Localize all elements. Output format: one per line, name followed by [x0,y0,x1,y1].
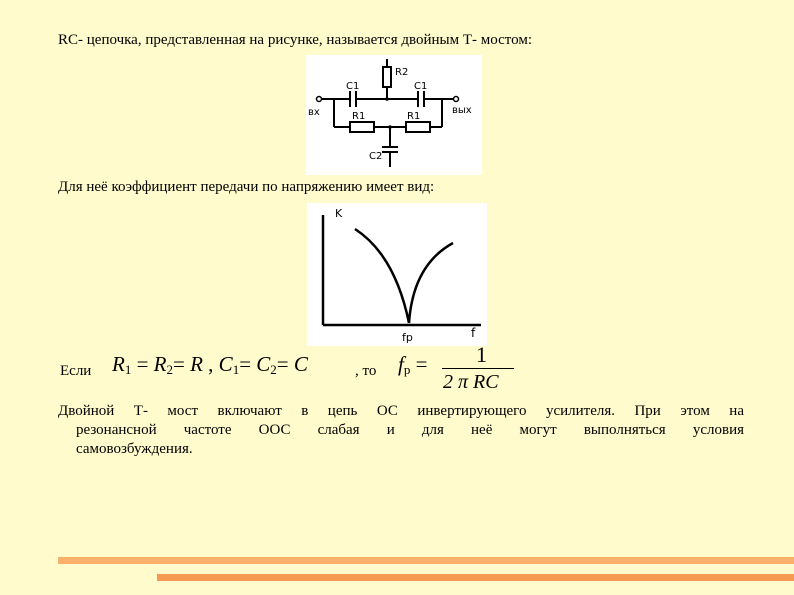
paragraph-line: Двойной Т- мост включают в цепь ОС инвертирующего усилителя. При этом на [58,403,744,419]
response-curve-left [355,229,409,323]
paragraph-line: резонансной частоте ООС слабая и для неё могут выполняться условия [76,422,744,438]
label-input: вх [308,107,320,118]
decorative-bar-top [58,557,794,564]
intro-text: RC- цепочка, представленная на рисунке, называется двойным Т- мостом: [58,32,533,48]
output-terminal [454,97,459,102]
frequency-response-plot [307,203,487,346]
input-terminal [317,97,322,102]
axis-label-k: K [335,207,343,220]
condition-then-text: , то [355,363,377,379]
axis-label-f: f [471,326,476,340]
label-output: вых [452,105,472,116]
twin-t-circuit-figure [306,55,482,175]
label-c2: C2 [369,151,383,162]
resonant-frequency-formula: $f_р$ = [398,352,428,377]
label-r2: R2 [395,67,409,78]
label-r1-right: R1 [407,111,421,122]
label-c1-left: C1 [346,81,360,92]
condition-if-text: Если [60,363,92,379]
description-paragraph [58,402,744,459]
label-fp: fр [402,331,413,344]
fraction-denominator: 2 π RC [443,371,499,393]
circuit-diagram [306,55,482,175]
transfer-coefficient-text: Для неё коэффициент передачи по напряжению имеет вид: [58,179,435,195]
frequency-response-figure [307,203,487,346]
fraction-numerator: 1 [476,342,487,367]
equality-formula: $R_1 = R_2= R$ , $C_1= C_2= C$ [112,352,308,377]
paragraph-line: самовозбуждения. [76,441,193,457]
label-r1-left: R1 [352,111,366,122]
label-c1-right: C1 [414,81,428,92]
decorative-bar-bottom [157,574,794,581]
response-curve-right [409,243,453,323]
fraction-bar [442,368,514,369]
